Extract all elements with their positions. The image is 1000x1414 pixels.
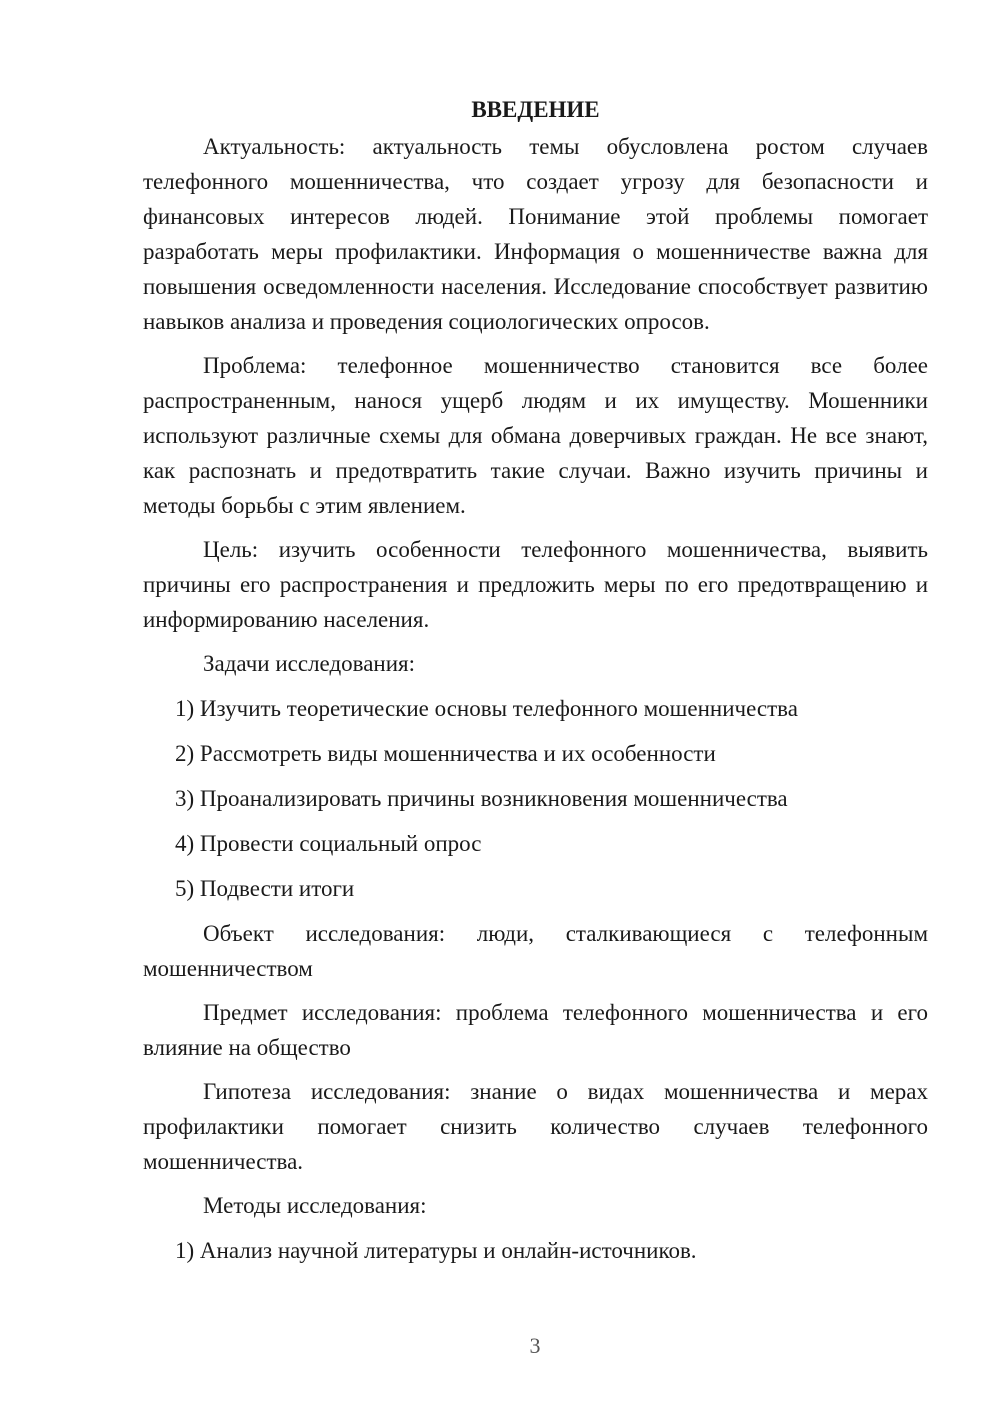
subject-paragraph: Предмет исследования: проблема телефонного мошенничества и его влияние на общество [143,1000,928,1060]
list-item: 4) Провести социальный опрос [175,831,482,856]
list-item: 3) Проанализировать причины возникновения мошенничества [175,786,788,811]
goal-paragraph: Цель: изучить особенности телефонного мошенничества, выявить причины его распространения и предложить меры по его предотвращению и информированию населения. [143,537,928,632]
list-item: 5) Подвести итоги [175,876,355,901]
relevance-paragraph: Актуальность: актуальность темы обусловлена ростом случаев телефонного мошенничества, что создает угрозу для безопасности и финансовых интересов людей. Понимание этой проблемы помогает разработать меры профилактики. Информация о мошенничестве важна для повышения осведомленности населения. Исследование способствует развитию навыков анализа и проведения социологических опросов. [143,134,928,334]
tasks-list [143,691,928,906]
problem-paragraph: Проблема: телефонное мошенничество становится все более распространенным, нанося ущерб людям и их имуществу. Мошенники используют различные схемы для обмана доверчивых граждан. Не все знают, как распознать и предотвратить такие случаи. Важно изучить причины и методы борьбы с этим явлением. [143,353,928,518]
hypothesis-paragraph: Гипотеза исследования: знание о видах мошенничества и мерах профилактики помогает снизить количество случаев телефонного мошенничества. [143,1079,928,1174]
list-item: 2) Рассмотреть виды мошенничества и их особенности [175,741,716,766]
object-paragraph: Объект исследования: люди, сталкивающиеся с телефонным мошенничеством [143,921,928,981]
list-item: 1) Анализ научной литературы и онлайн-источников. [175,1238,697,1263]
list-item: 1) Изучить теоретические основы телефонного мошенничества [175,696,798,721]
section-title: ВВЕДЕНИЕ [471,97,600,122]
tasks-heading: Задачи исследования: [203,651,416,676]
methods-heading: Методы исследования: [203,1193,427,1218]
document-page [143,92,928,1278]
methods-list [143,1233,928,1268]
page-number: 3 [529,1333,541,1358]
